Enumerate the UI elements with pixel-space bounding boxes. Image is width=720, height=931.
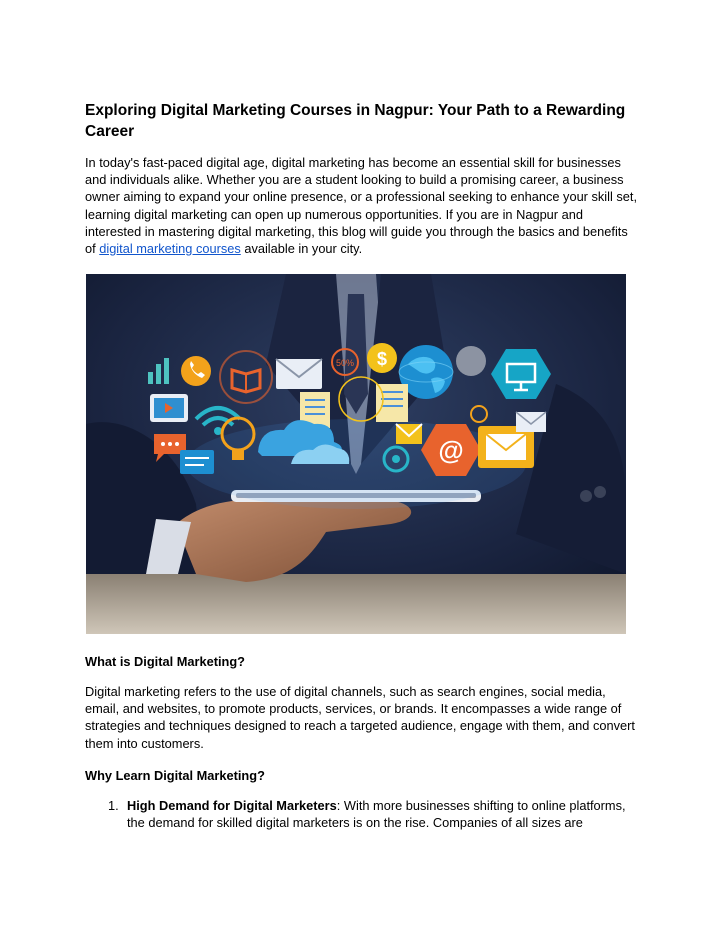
dollar-icon	[367, 343, 397, 373]
svg-text:@: @	[438, 435, 464, 465]
page-title: Exploring Digital Marketing Courses in Nagpur: Your Path to a Rewarding Career	[85, 102, 626, 140]
intro-tail: available in your city.	[240, 241, 363, 257]
svg-text:$: $	[376, 349, 388, 369]
phone-icon	[181, 356, 211, 386]
list-item-bold: High Demand for Digital Marketers	[127, 798, 337, 813]
intro-text: In today's fast-paced digital age, digital marketing has become an essential skill for businesses and individuals alike. Whether you are a student looking to build a promising career, a business owner aiming to expand your online presence, or a professional seeking to enhance your skill set, learning digital marketing can open up numerous opportunities. If you are in Nagpur and interested in mastering digital marketing, this blog will guide you through the basics and benefits of	[85, 155, 638, 257]
list-item-text: : With more businesses shifting to online platforms, the demand for skilled digital marketers is on the rise. Companies of all sizes are	[127, 798, 626, 831]
section-heading-what-is: What is Digital Marketing?	[85, 654, 245, 669]
digital-marketing-courses-link[interactable]: digital marketing courses	[99, 241, 241, 257]
svg-text:50%: 50%	[335, 358, 355, 368]
video-icon	[150, 394, 188, 422]
hero-image	[86, 274, 626, 634]
list-item-number: 1.	[108, 798, 119, 813]
list-item	[127, 797, 642, 831]
mail-icon	[276, 359, 322, 389]
section-body-what-is: Digital marketing refers to the use of digital channels, such as search engines, social media, email, and websites, to promote products, services, or brands. It encompasses a wide range of strategies and techniques designed to reach a targeted audience, engage with them, and convert them into customers.	[85, 684, 635, 751]
intro-paragraph	[85, 154, 641, 257]
section-heading-why-learn: Why Learn Digital Marketing?	[85, 768, 265, 783]
